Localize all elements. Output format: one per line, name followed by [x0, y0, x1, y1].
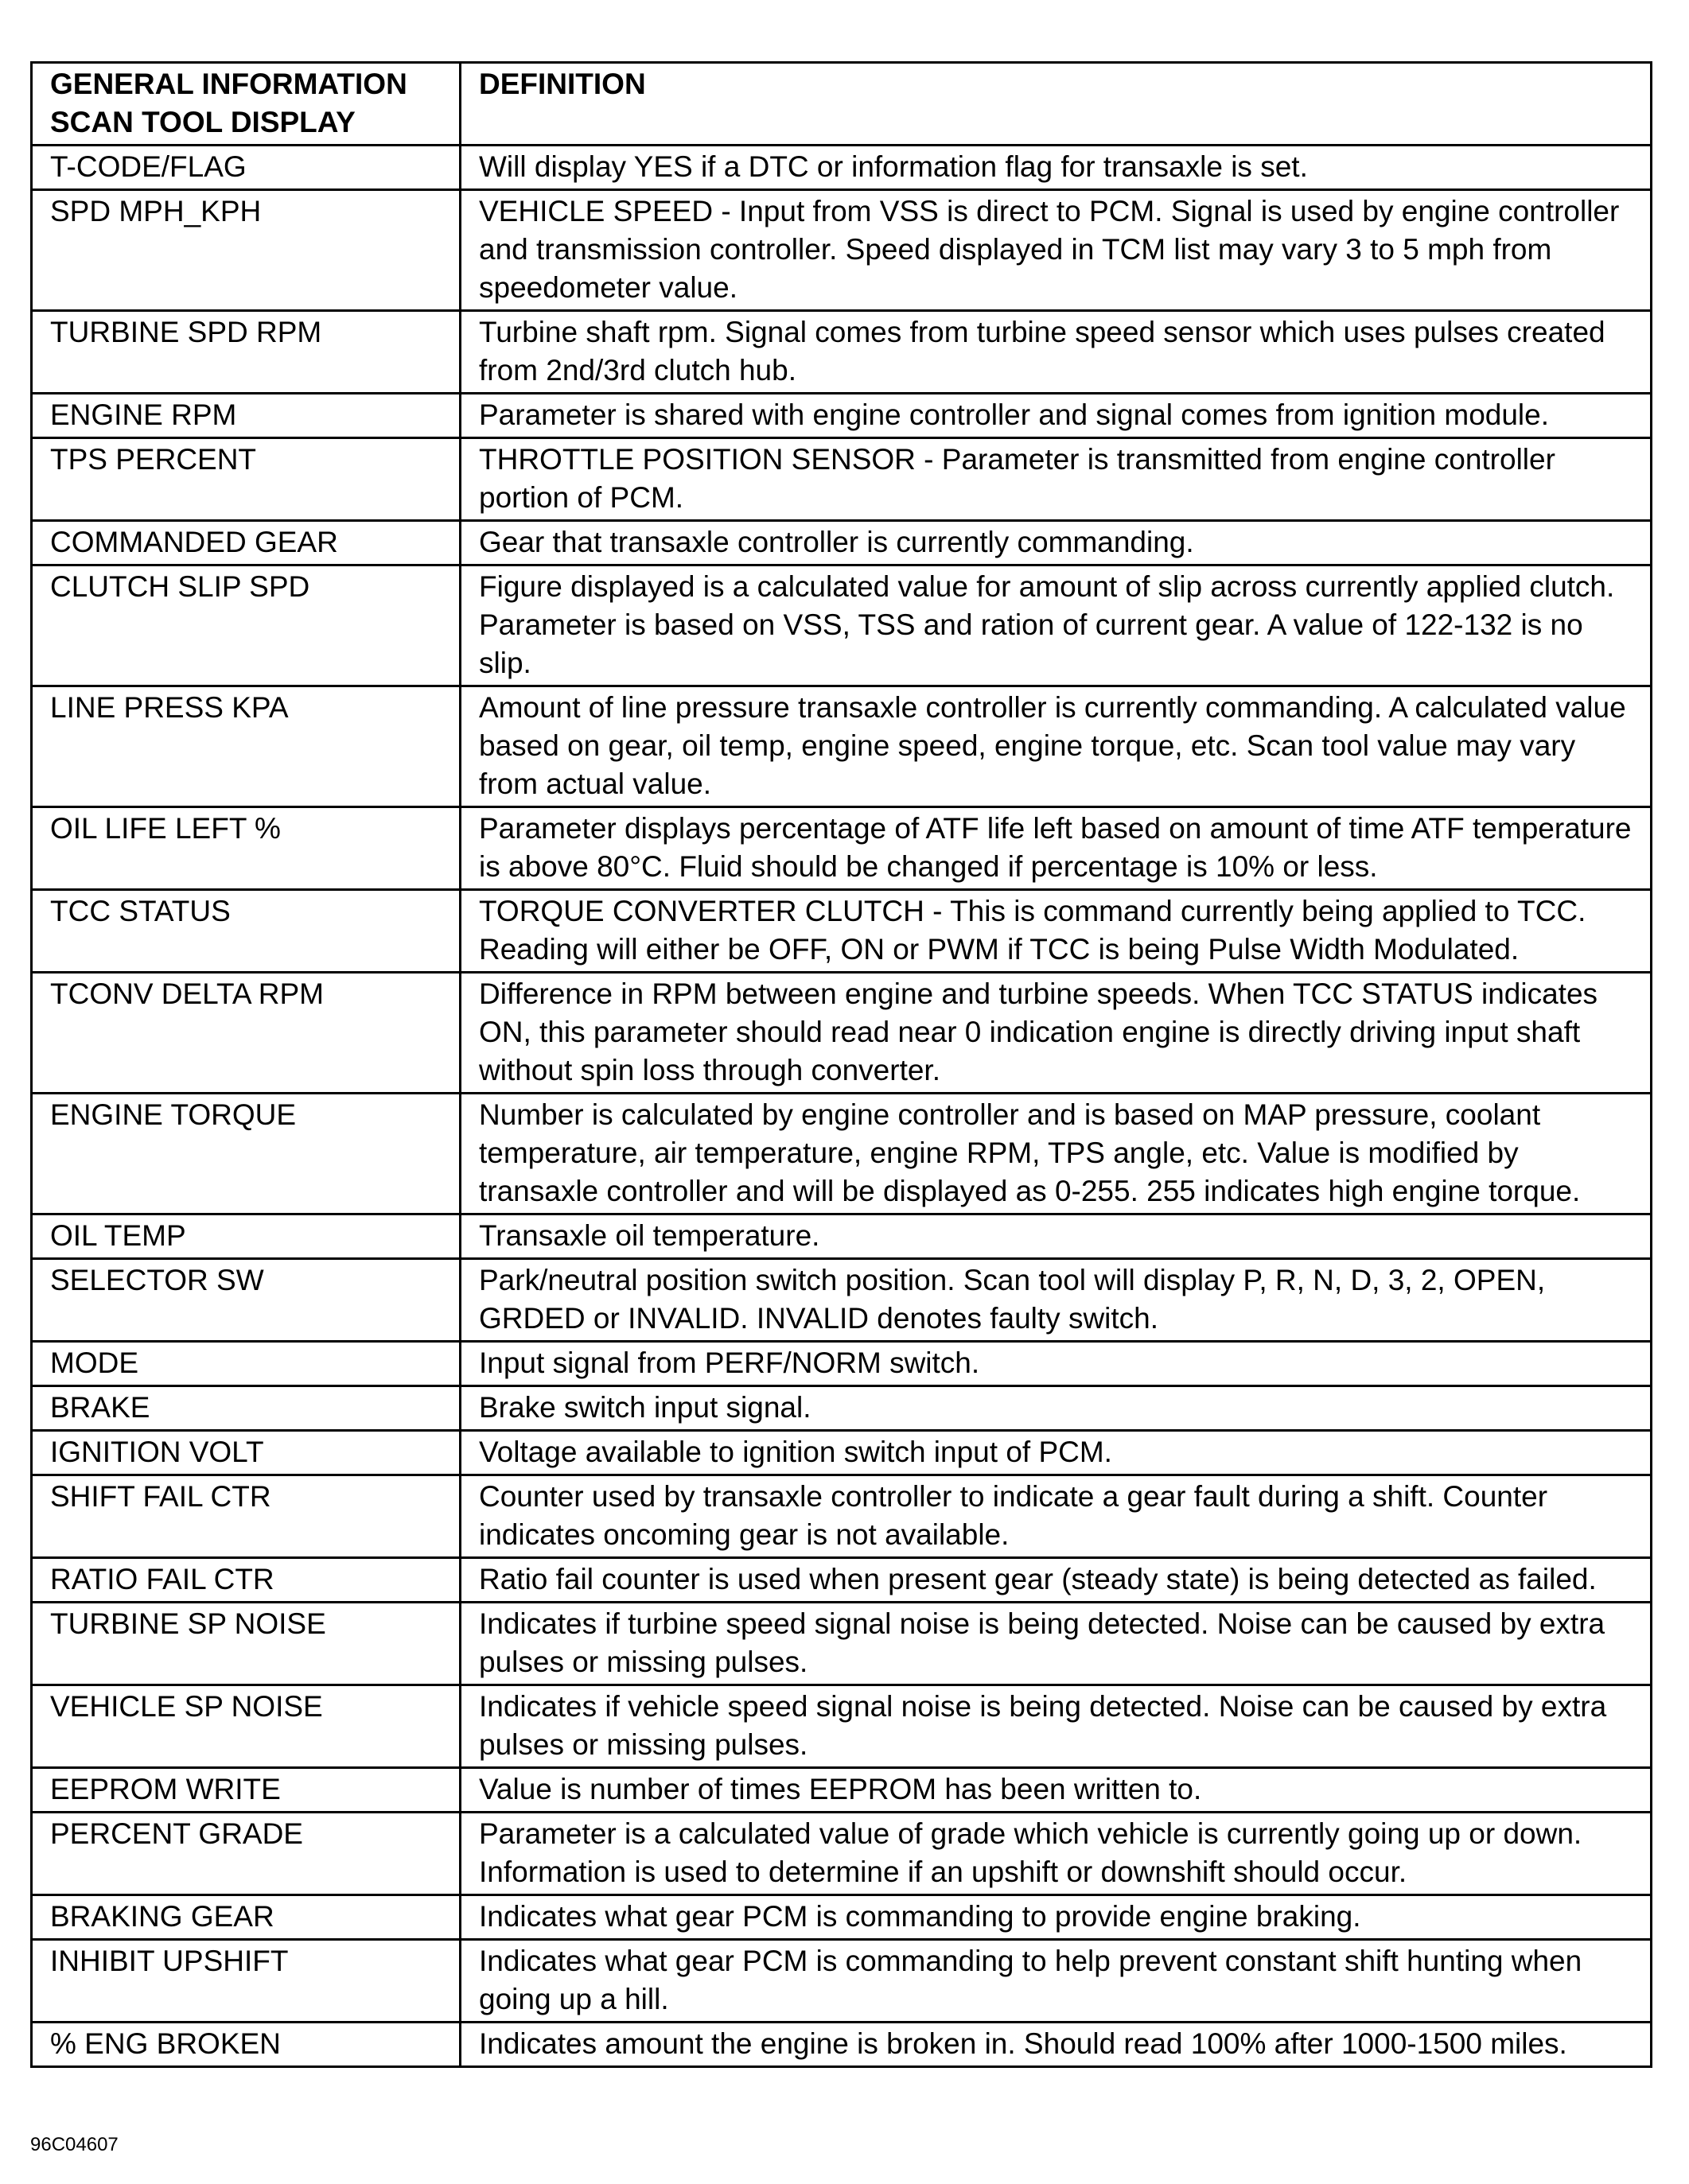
parameter-definition: Parameter is shared with engine controller and signal comes from ignition module.	[461, 394, 1652, 438]
parameter-definition: Parameter displays percentage of ATF life left based on amount of time ATF temperature is above 80°C. Fluid should be changed if percentage is 10% or less.	[461, 807, 1652, 890]
parameter-name: OIL LIFE LEFT %	[32, 807, 461, 890]
table-body	[32, 146, 1652, 2067]
parameter-name: SELECTOR SW	[32, 1259, 461, 1342]
parameter-definition: Figure displayed is a calculated value for amount of slip across currently applied clutch. Parameter is based on VSS, TSS and ration of current gear. A value of 122-132 is no slip.	[461, 565, 1652, 686]
parameter-name: RATIO FAIL CTR	[32, 1558, 461, 1603]
table-row	[32, 686, 1652, 807]
parameter-name: PERCENT GRADE	[32, 1813, 461, 1895]
table-row	[32, 394, 1652, 438]
parameter-definition: Parameter is a calculated value of grade which vehicle is currently going up or down. Information is used to determine if an upshift or downshift should occur.	[461, 1813, 1652, 1895]
parameter-name: MODE	[32, 1342, 461, 1386]
parameter-name: OIL TEMP	[32, 1214, 461, 1259]
parameter-name: COMMANDED GEAR	[32, 521, 461, 565]
table-row	[32, 1895, 1652, 1940]
header-definition: DEFINITION	[461, 63, 1652, 146]
table-row	[32, 1603, 1652, 1685]
table-row	[32, 890, 1652, 973]
header-scan-tool-display: GENERAL INFORMATION SCAN TOOL DISPLAY	[32, 63, 461, 146]
parameter-definition: Indicates what gear PCM is commanding to provide engine braking.	[461, 1895, 1652, 1940]
table-row	[32, 1094, 1652, 1214]
parameter-name: TURBINE SPD RPM	[32, 311, 461, 394]
parameter-definition: THROTTLE POSITION SENSOR - Parameter is transmitted from engine controller portion of PCM.	[461, 438, 1652, 521]
parameter-definition: VEHICLE SPEED - Input from VSS is direct to PCM. Signal is used by engine controller and transmission controller. Speed displayed in TCM list may vary 3 to 5 mph from speedometer value.	[461, 190, 1652, 311]
parameter-name: SHIFT FAIL CTR	[32, 1475, 461, 1558]
parameter-name: BRAKING GEAR	[32, 1895, 461, 1940]
table-header-row	[32, 63, 1652, 146]
table-row	[32, 807, 1652, 890]
parameter-name: TCONV DELTA RPM	[32, 973, 461, 1094]
parameter-name: CLUTCH SLIP SPD	[32, 565, 461, 686]
parameter-name: LINE PRESS KPA	[32, 686, 461, 807]
parameter-name: TPS PERCENT	[32, 438, 461, 521]
table-row	[32, 1685, 1652, 1768]
parameter-definition: Indicates if vehicle speed signal noise is being detected. Noise can be caused by extra pulses or missing pulses.	[461, 1685, 1652, 1768]
figure-id: 96C04607	[30, 2134, 119, 2155]
parameter-definition: Turbine shaft rpm. Signal comes from turbine speed sensor which uses pulses created from 2nd/3rd clutch hub.	[461, 311, 1652, 394]
parameter-definition: Indicates if turbine speed signal noise is being detected. Noise can be caused by extra pulses or missing pulses.	[461, 1603, 1652, 1685]
parameter-definition: Amount of line pressure transaxle controller is currently commanding. A calculated value based on gear, oil temp, engine speed, engine torque, etc. Scan tool value may vary from actual value.	[461, 686, 1652, 807]
parameter-definition: TORQUE CONVERTER CLUTCH - This is command currently being applied to TCC. Reading will either be OFF, ON or PWM if TCC is being Pulse Width Modulated.	[461, 890, 1652, 973]
parameter-definition: Gear that transaxle controller is currently commanding.	[461, 521, 1652, 565]
parameter-name: IGNITION VOLT	[32, 1431, 461, 1475]
table-row	[32, 146, 1652, 190]
parameter-name: BRAKE	[32, 1386, 461, 1431]
parameter-definition: Brake switch input signal.	[461, 1386, 1652, 1431]
parameter-name: T-CODE/FLAG	[32, 146, 461, 190]
table-row	[32, 2023, 1652, 2067]
parameter-name: ENGINE TORQUE	[32, 1094, 461, 1214]
parameter-name: VEHICLE SP NOISE	[32, 1685, 461, 1768]
parameter-definition: Transaxle oil temperature.	[461, 1214, 1652, 1259]
parameter-definition: Number is calculated by engine controller and is based on MAP pressure, coolant temperature, air temperature, engine RPM, TPS angle, etc. Value is modified by transaxle controller and will be displayed as 0-255. 255 indicates high engine torque.	[461, 1094, 1652, 1214]
table-row	[32, 1813, 1652, 1895]
table-row	[32, 1475, 1652, 1558]
parameter-definition: Indicates what gear PCM is commanding to help prevent constant shift hunting when going up a hill.	[461, 1940, 1652, 2023]
parameter-definition: Will display YES if a DTC or information flag for transaxle is set.	[461, 146, 1652, 190]
table-row	[32, 521, 1652, 565]
table-row	[32, 311, 1652, 394]
parameter-name: ENGINE RPM	[32, 394, 461, 438]
parameter-name: SPD MPH_KPH	[32, 190, 461, 311]
parameter-name: EEPROM WRITE	[32, 1768, 461, 1813]
parameter-name: TCC STATUS	[32, 890, 461, 973]
parameter-definition: Difference in RPM between engine and turbine speeds. When TCC STATUS indicates ON, this parameter should read near 0 indication engine is directly driving input shaft without spin loss through converter.	[461, 973, 1652, 1094]
table-row	[32, 1940, 1652, 2023]
parameter-definition: Input signal from PERF/NORM switch.	[461, 1342, 1652, 1386]
table-row	[32, 1386, 1652, 1431]
table-row	[32, 1431, 1652, 1475]
table-row	[32, 1259, 1652, 1342]
table-row	[32, 565, 1652, 686]
table-row	[32, 190, 1652, 311]
parameter-definition: Indicates amount the engine is broken in. Should read 100% after 1000-1500 miles.	[461, 2023, 1652, 2067]
table-row	[32, 438, 1652, 521]
parameter-definition: Voltage available to ignition switch input of PCM.	[461, 1431, 1652, 1475]
parameter-name: TURBINE SP NOISE	[32, 1603, 461, 1685]
parameter-definition: Counter used by transaxle controller to indicate a gear fault during a shift. Counter indicates oncoming gear is not available.	[461, 1475, 1652, 1558]
parameter-definition: Value is number of times EEPROM has been written to.	[461, 1768, 1652, 1813]
table-row	[32, 1768, 1652, 1813]
table-row	[32, 973, 1652, 1094]
table-row	[32, 1214, 1652, 1259]
table-row	[32, 1558, 1652, 1603]
parameter-definition: Park/neutral position switch position. Scan tool will display P, R, N, D, 3, 2, OPEN, GRDED or INVALID. INVALID denotes faulty switch.	[461, 1259, 1652, 1342]
parameter-name: INHIBIT UPSHIFT	[32, 1940, 461, 2023]
parameter-definition: Ratio fail counter is used when present gear (steady state) is being detected as failed.	[461, 1558, 1652, 1603]
scan-tool-parameter-table	[30, 61, 1652, 2068]
table-row	[32, 1342, 1652, 1386]
parameter-name: % ENG BROKEN	[32, 2023, 461, 2067]
